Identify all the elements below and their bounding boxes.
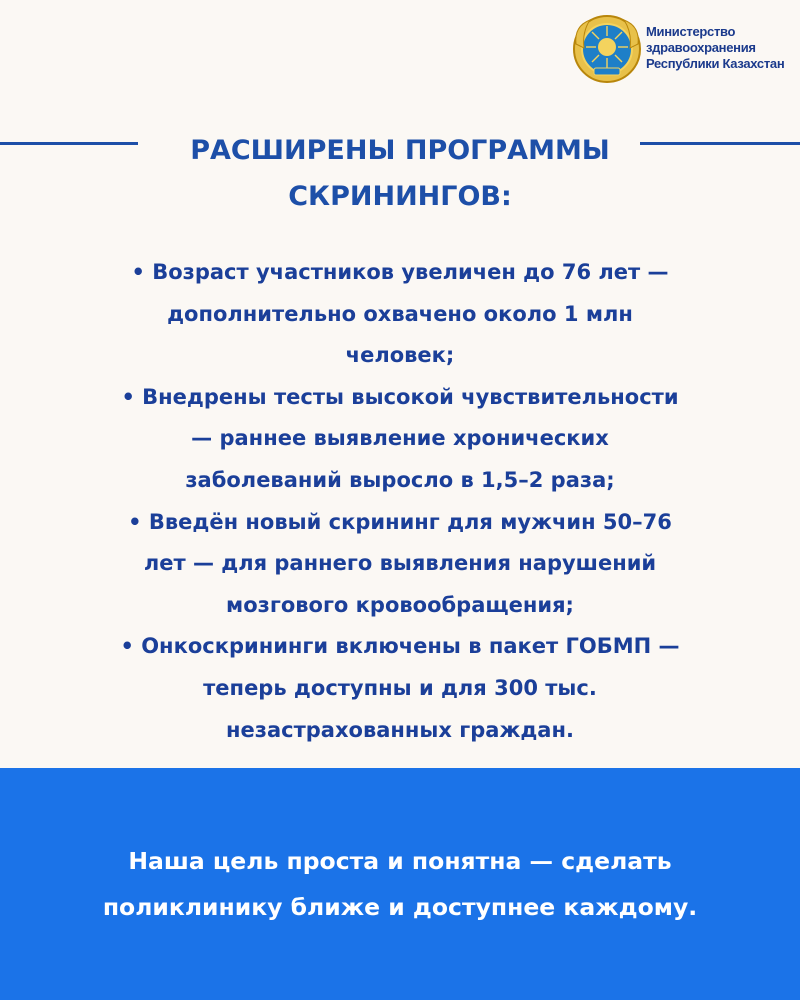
bullet-line: • Онкоскрининги включены в пакет ГОБМП — [120,634,680,659]
title-rule-left [0,142,138,145]
ministry-name-line: Министерство [646,24,736,39]
screening-bullet-list [40,252,760,751]
footer-slogan-line: поликлинику ближе и доступнее каждому. [102,893,698,921]
bullet-line: • Возраст участников увеличен до 76 лет — [131,260,669,284]
title-rule-right [640,142,800,145]
bullet-line: • Внедрены тесты высокой чувствительности [121,384,679,409]
bullet-line: заболеваний выросло в 1,5–2 раза; [185,467,615,492]
bullet-line: • Введён новый скрининг для мужчин 50–76 [128,509,672,534]
footer-slogan [0,838,800,930]
bullet-line: теперь доступны и для 300 тыс. [203,675,597,700]
bullet-line: лет — для раннего выявления нарушений [143,551,657,576]
bullet-line: мозгового кровообращения; [226,592,574,617]
bullet-line: человек; [345,343,455,368]
ministry-name [646,24,784,72]
ministry-name-line: Республики Казахстан [646,56,785,71]
footer-slogan-line: Наша цель проста и понятна — сделать [128,847,672,875]
ministry-name-line: здравоохранения [646,40,756,55]
page-title [140,128,660,220]
page-title-line: СКРИНИНГОВ: [288,181,512,212]
bullet-line: — раннее выявление хронических [191,426,609,451]
bullet-line: дополнительно охвачено около 1 млн [167,301,633,326]
page-title-line: РАСШИРЕНЫ ПРОГРАММЫ [190,135,610,166]
bullet-line: незастрахованных граждан. [226,717,574,742]
state-emblem-icon [572,14,642,84]
